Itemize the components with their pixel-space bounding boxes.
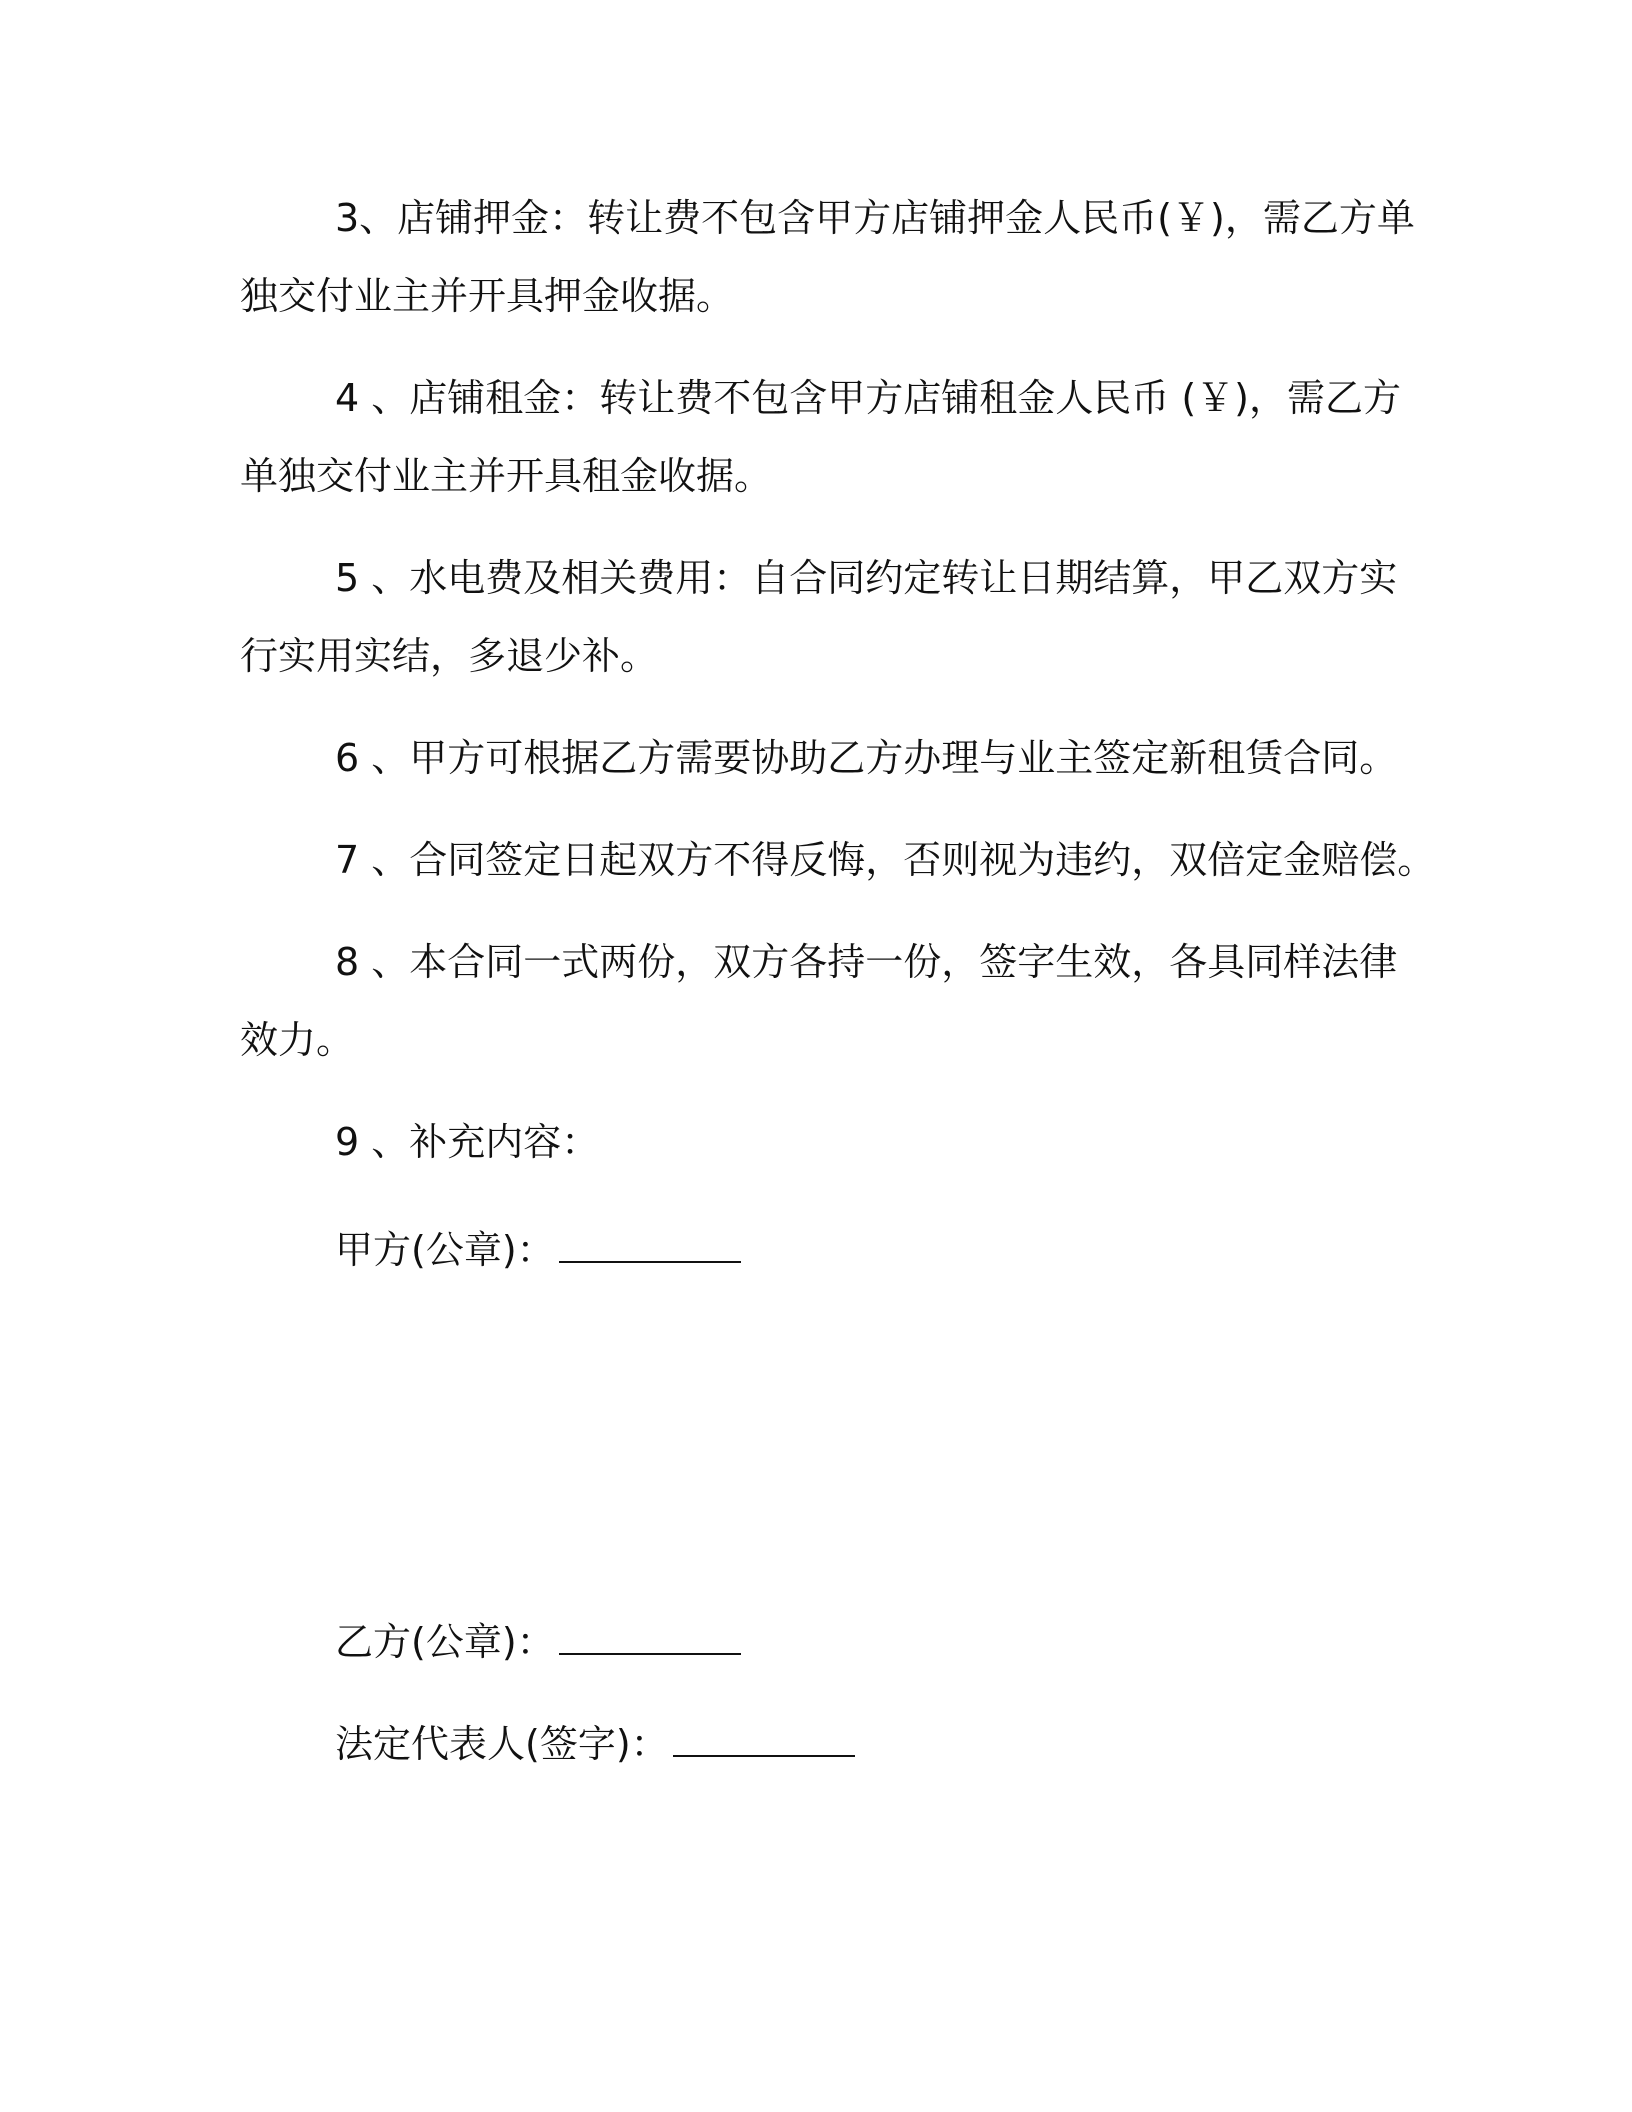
- clause-7-line-1: 7 、合同签定日起双方不得反悔，否则视为违约，双倍定金赔偿。: [335, 838, 1436, 882]
- legal-rep-label: 法定代表人(签字)：: [335, 1722, 669, 1766]
- party-b-blank: [559, 1619, 741, 1655]
- legal-rep-blank: [673, 1721, 855, 1757]
- clause-3-line-2: 独交付业主并开具押金收据。: [240, 274, 735, 318]
- party-a-label: 甲方(公章)：: [335, 1228, 555, 1272]
- clause-8-line-1: 8 、本合同一式两份，双方各持一份，签字生效，各具同样法律: [335, 940, 1398, 984]
- clause-4-line-2: 单独交付业主并开具租金收据。: [240, 454, 773, 498]
- party-b-signature-line: [335, 1618, 1485, 1666]
- clause-6-line-1: 6 、甲方可根据乙方需要协助乙方办理与业主签定新租赁合同。: [335, 736, 1398, 780]
- clause-9-line-1: 9 、补充内容：: [335, 1120, 600, 1164]
- clause-5-line-2: 行实用实结，多退少补。: [240, 634, 659, 678]
- clause-5-line-1: 5 、水电费及相关费用：自合同约定转让日期结算，甲乙双方实: [335, 556, 1398, 600]
- party-a-blank: [559, 1227, 741, 1263]
- clause-3-line-1: 3、店铺押金：转让费不包含甲方店铺押金人民币(￥)，需乙方单: [335, 196, 1415, 240]
- clause-4-line-1: 4 、店铺租金：转让费不包含甲方店铺租金人民币 (￥)，需乙方: [335, 376, 1401, 420]
- party-a-signature-line: [335, 1226, 1485, 1274]
- party-b-label: 乙方(公章)：: [335, 1620, 555, 1664]
- legal-rep-signature-line: [335, 1720, 1485, 1768]
- clause-8-line-2: 效力。: [240, 1018, 355, 1062]
